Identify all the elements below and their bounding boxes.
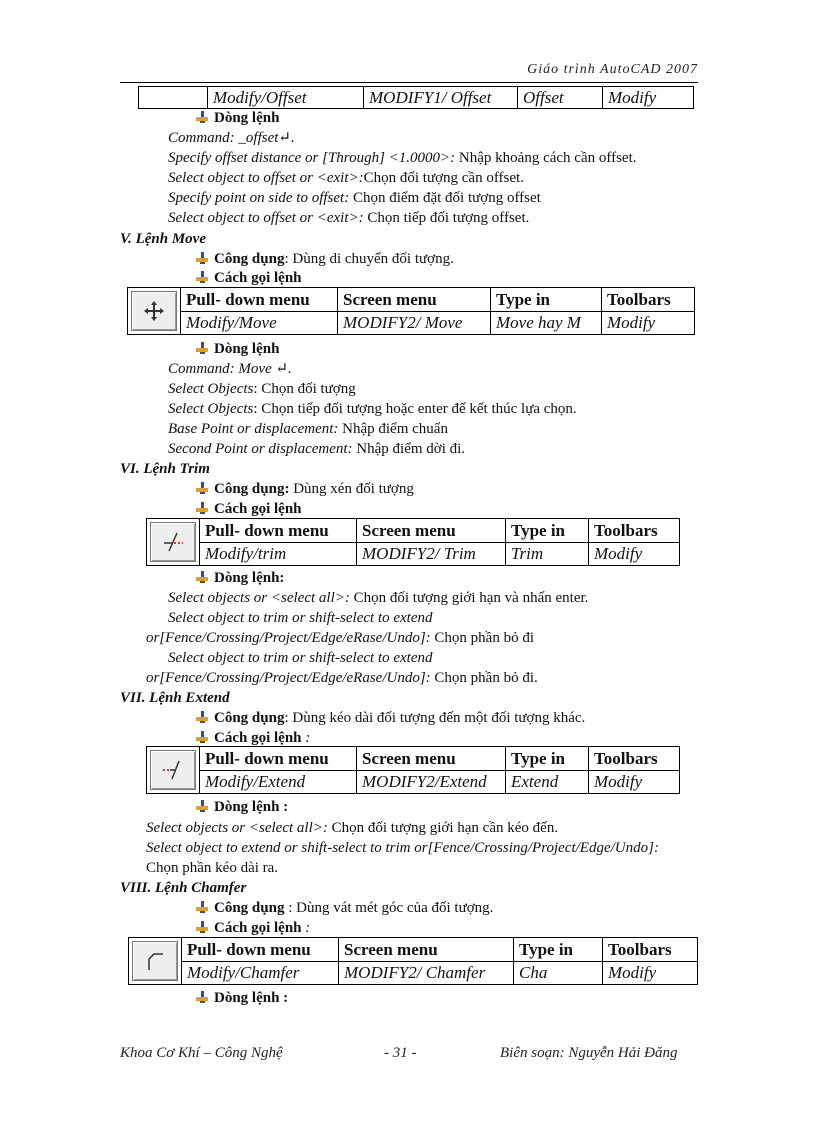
offset-table-empty-cell	[139, 87, 208, 109]
move-header-pulldown: Pull- down menu	[181, 288, 338, 312]
extend-command-table	[146, 746, 680, 794]
footer-right: Biên soạn: Nguyễn Hải Đăng	[500, 1045, 678, 1061]
offset-table-pulldown: Modify/Offset	[208, 87, 364, 109]
trim-line-2: Select object to trim or shift-select to extend	[168, 610, 433, 626]
chamfer-usage: Công dụng : Dùng vát mét góc của đối tượng.	[196, 898, 493, 918]
chamfer-value-pulldown: Modify/Chamfer	[182, 961, 339, 985]
bullet-icon	[196, 711, 208, 723]
trim-call-heading: Cách gọi lệnh	[196, 499, 302, 519]
trim-line-4: Select object to trim or shift-select to extend	[168, 650, 433, 666]
trim-command-table	[146, 518, 680, 566]
trim-icon	[150, 522, 196, 562]
move-header-typein: Type in	[491, 288, 602, 312]
extend-line-2: Select object to extend or shift-select to trim or[Fence/Crossing/Project/Edge/Undo]:	[146, 840, 659, 856]
move-icon-cell	[128, 288, 181, 335]
extend-value-toolbars: Modify	[589, 770, 680, 794]
extend-section-title: VII. Lệnh Extend	[120, 690, 230, 706]
extend-line-3: Chọn phần kéo dài ra.	[146, 860, 279, 876]
trim-header-typein: Type in	[506, 519, 589, 543]
chamfer-icon	[132, 941, 178, 981]
move-line-1: Command: Move ↵.	[168, 361, 292, 377]
move-line-3: Select Objects: Chọn tiếp đối tượng hoặc enter để kết thúc lựa chọn.	[168, 401, 577, 417]
extend-usage: Công dụng: Dùng kéo dài đối tượng đến một đối tượng khác.	[196, 708, 585, 728]
footer-page-number: - 31 -	[384, 1045, 417, 1061]
chamfer-value-toolbars: Modify	[603, 961, 698, 985]
offset-table-screen: MODIFY1/ Offset	[364, 87, 518, 109]
extend-header-screen: Screen menu	[357, 747, 506, 771]
trim-command-heading: Dòng lệnh:	[196, 568, 284, 588]
move-value-pulldown: Modify/Move	[181, 311, 338, 335]
trim-icon-cell	[147, 519, 200, 566]
bullet-icon	[196, 111, 208, 123]
bullet-icon	[196, 271, 208, 283]
extend-call-heading: Cách gọi lệnh :	[196, 728, 310, 748]
chamfer-value-typein: Cha	[514, 961, 603, 985]
trim-section-title: VI. Lệnh Trim	[120, 461, 210, 477]
bullet-icon	[196, 502, 208, 514]
trim-value-toolbars: Modify	[589, 542, 680, 566]
move-section-title: V. Lệnh Move	[120, 231, 206, 247]
bullet-icon	[196, 800, 208, 812]
chamfer-call-heading: Cách gọi lệnh :	[196, 918, 310, 938]
bullet-icon	[196, 482, 208, 494]
offset-line-3: Select object to offset or <exit>:Chọn đối tượng cần offset.	[168, 170, 524, 186]
trim-header-toolbars: Toolbars	[589, 519, 680, 543]
extend-header-pulldown: Pull- down menu	[200, 747, 357, 771]
move-value-typein: Move hay M	[491, 311, 602, 335]
extend-line-1: Select objects or <select all>: Chọn đối tượng giới hạn cần kéo đến.	[146, 820, 559, 836]
bullet-icon	[196, 991, 208, 1003]
move-header-toolbars: Toolbars	[602, 288, 695, 312]
move-command-table	[127, 287, 695, 335]
chamfer-header-screen: Screen menu	[339, 938, 514, 962]
move-line-4: Base Point or displacement: Nhập điểm chuẩn	[168, 421, 448, 437]
move-usage: Công dụng: Dùng di chuyển đối tượng.	[196, 249, 454, 269]
extend-header-toolbars: Toolbars	[589, 747, 680, 771]
move-call-heading: Cách gọi lệnh	[196, 268, 302, 288]
offset-command-heading: Dòng lệnh	[196, 108, 279, 128]
chamfer-value-screen: MODIFY2/ Chamfer	[339, 961, 514, 985]
bullet-icon	[196, 901, 208, 913]
bullet-icon	[196, 731, 208, 743]
offset-line-2: Specify offset distance or [Through] <1.0000>: Nhập khoảng cách cần offset.	[168, 150, 637, 166]
extend-command-heading: Dòng lệnh :	[196, 797, 288, 817]
trim-value-pulldown: Modify/trim	[200, 542, 357, 566]
move-arrows-icon	[131, 291, 177, 331]
trim-line-1: Select objects or <select all>: Chọn đối tượng giới hạn và nhấn enter.	[168, 590, 589, 606]
extend-value-screen: MODIFY2/Extend	[357, 770, 506, 794]
extend-icon	[150, 750, 196, 790]
chamfer-command-heading: Dòng lệnh :	[196, 988, 288, 1008]
trim-value-typein: Trim	[506, 542, 589, 566]
move-line-2: Select Objects: Chọn đối tượng	[168, 381, 356, 397]
extend-icon-cell	[147, 747, 200, 794]
trim-header-pulldown: Pull- down menu	[200, 519, 357, 543]
chamfer-header-pulldown: Pull- down menu	[182, 938, 339, 962]
trim-header-screen: Screen menu	[357, 519, 506, 543]
trim-line-3: or[Fence/Crossing/Project/Edge/eRase/Undo]: Chọn phần bỏ đi	[146, 630, 535, 646]
offset-table-toolbars: Modify	[603, 87, 694, 109]
bullet-icon	[196, 342, 208, 354]
bullet-icon	[196, 252, 208, 264]
offset-line-4: Specify point on side to offset: Chọn điểm đặt đối tượng offset	[168, 190, 541, 206]
offset-line-1: Command: _offset↵.	[168, 130, 295, 146]
bullet-icon	[196, 571, 208, 583]
trim-value-screen: MODIFY2/ Trim	[357, 542, 506, 566]
header-rule	[120, 82, 698, 83]
chamfer-command-table	[128, 937, 698, 985]
trim-usage: Công dụng: Dùng xén đối tượng	[196, 479, 414, 499]
offset-table-typein: Offset	[518, 87, 603, 109]
move-header-screen: Screen menu	[338, 288, 491, 312]
page-header-title: Giáo trình AutoCAD 2007	[527, 62, 698, 77]
move-command-heading: Dòng lệnh	[196, 339, 279, 359]
chamfer-icon-cell	[129, 938, 182, 985]
move-value-screen: MODIFY2/ Move	[338, 311, 491, 335]
chamfer-section-title: VIII. Lệnh Chamfer	[120, 880, 247, 896]
bullet-icon	[196, 921, 208, 933]
move-value-toolbars: Modify	[602, 311, 695, 335]
extend-header-typein: Type in	[506, 747, 589, 771]
offset-command-table	[138, 86, 694, 109]
chamfer-header-toolbars: Toolbars	[603, 938, 698, 962]
trim-line-5: or[Fence/Crossing/Project/Edge/eRase/Undo]: Chọn phần bỏ đi.	[146, 670, 538, 686]
chamfer-header-typein: Type in	[514, 938, 603, 962]
offset-line-5: Select object to offset or <exit>: Chọn tiếp đối tượng offset.	[168, 210, 530, 226]
footer-left: Khoa Cơ Khí – Công Nghệ	[120, 1045, 283, 1061]
move-line-5: Second Point or displacement: Nhập điểm dời đi.	[168, 441, 466, 457]
extend-value-typein: Extend	[506, 770, 589, 794]
extend-value-pulldown: Modify/Extend	[200, 770, 357, 794]
